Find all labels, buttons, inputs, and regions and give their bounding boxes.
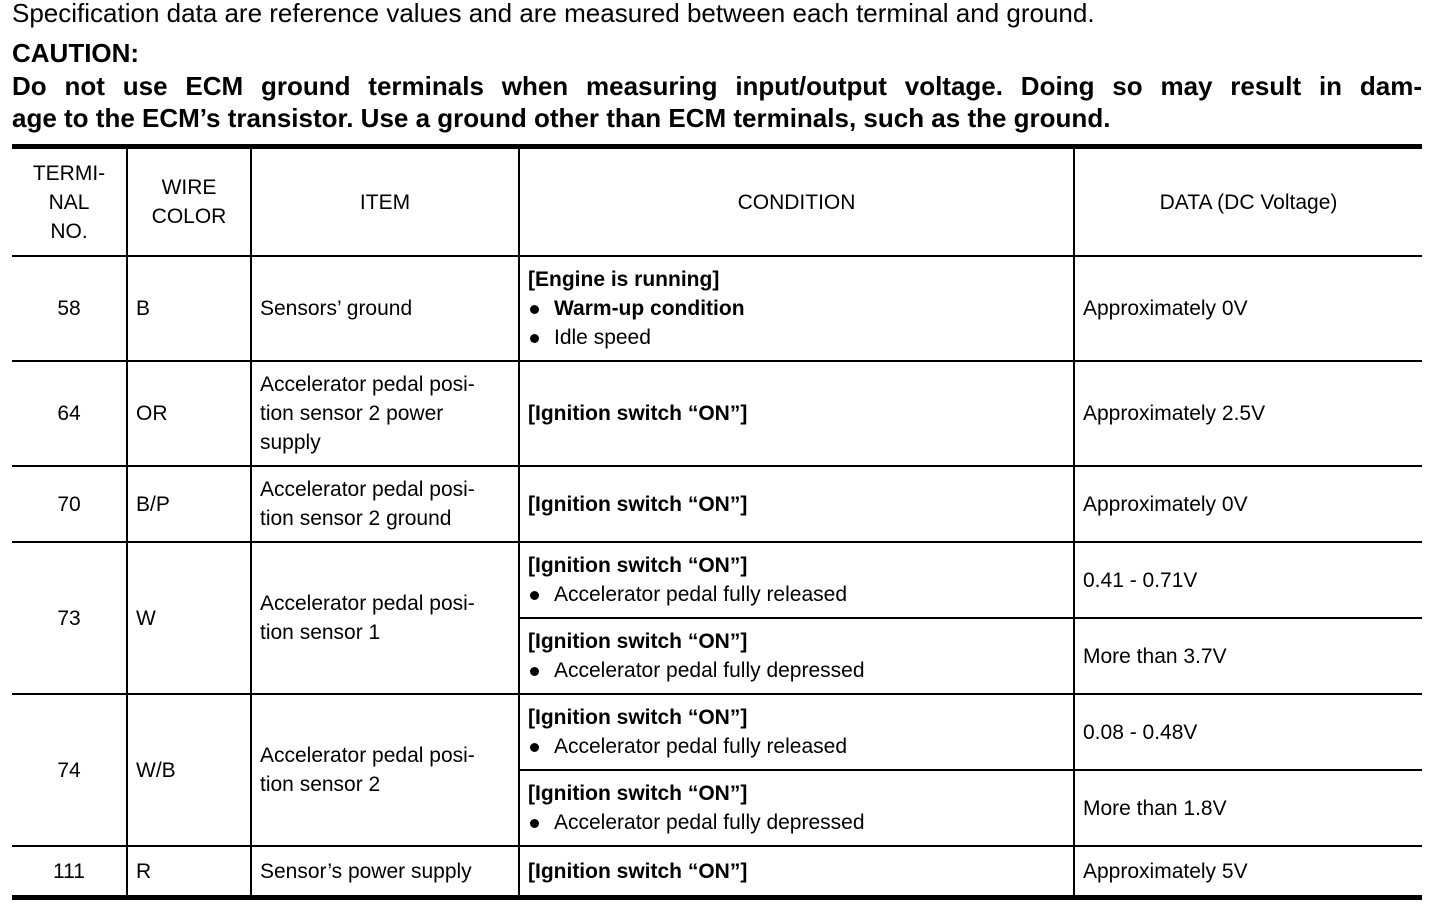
item xyxy=(251,542,519,694)
header-terminal-no xyxy=(12,147,127,257)
data-value: Approximately 5V xyxy=(1074,846,1422,898)
intro-text: Specification data are reference values and are measured between each terminal and ground. xyxy=(12,0,1095,28)
header-item: ITEM xyxy=(251,147,519,257)
caution-line-1: Do not use ECM ground terminals when measuring input/output voltage. Doing so may result in dam- xyxy=(12,71,1422,101)
item-line: Accelerator pedal posi- xyxy=(260,744,475,767)
caution-line-2: age to the ECM’s transistor. Use a ground other than ECM terminals, such as the ground. xyxy=(12,103,1111,133)
wire-color: R xyxy=(127,846,251,898)
table-row xyxy=(12,466,1422,542)
condition xyxy=(519,361,1074,466)
condition-bullet: Accelerator pedal fully depressed xyxy=(528,808,1065,837)
item-line: tion sensor 2 xyxy=(260,773,381,796)
condition-bullet: Accelerator pedal fully depressed xyxy=(528,656,1065,685)
data-value: Approximately 0V xyxy=(1074,256,1422,361)
wire-color: OR xyxy=(127,361,251,466)
condition xyxy=(519,618,1074,694)
item: Sensors’ ground xyxy=(251,256,519,361)
condition-title: [Ignition switch “ON”] xyxy=(528,402,748,425)
terminal-no: 111 xyxy=(12,846,127,898)
condition xyxy=(519,694,1074,770)
wire-color: B/P xyxy=(127,466,251,542)
condition-title: [Ignition switch “ON”] xyxy=(528,859,748,883)
table-header-row xyxy=(12,147,1422,257)
terminal-no: 73 xyxy=(12,542,127,694)
header-wire-line: COLOR xyxy=(151,205,227,228)
condition xyxy=(519,770,1074,846)
header-terminal-line: TERMI- xyxy=(32,161,106,185)
condition xyxy=(519,466,1074,542)
condition xyxy=(519,846,1074,898)
item xyxy=(251,694,519,846)
data-value: More than 3.7V xyxy=(1074,618,1422,694)
data-value: Approximately 0V xyxy=(1074,466,1422,542)
item-line: Accelerator pedal posi- xyxy=(260,592,475,615)
terminal-no: 58 xyxy=(12,256,127,361)
table-row xyxy=(12,542,1422,618)
condition-bullet: Idle speed xyxy=(528,323,1065,352)
condition-title: [Ignition switch “ON”] xyxy=(528,554,748,577)
header-terminal-line: NO. xyxy=(50,219,88,243)
terminal-no: 70 xyxy=(12,466,127,542)
table-row xyxy=(12,846,1422,898)
wire-color: B xyxy=(127,256,251,361)
header-terminal-line: NAL xyxy=(48,190,90,214)
condition-bullet: Accelerator pedal fully released xyxy=(528,580,1065,609)
terminal-spec-table xyxy=(12,144,1422,900)
data-value: Approximately 2.5V xyxy=(1074,361,1422,466)
item: Sensor’s power supply xyxy=(251,846,519,898)
condition xyxy=(519,256,1074,361)
item-line: supply xyxy=(260,431,321,454)
condition-title: [Ignition switch “ON”] xyxy=(528,630,748,653)
condition-title: [Ignition switch “ON”] xyxy=(528,782,748,805)
table-row xyxy=(12,361,1422,466)
caution-text xyxy=(12,70,1422,134)
data-value: More than 1.8V xyxy=(1074,770,1422,846)
condition-title: [Engine is running] xyxy=(528,268,720,291)
wire-color: W/B xyxy=(127,694,251,846)
terminal-no: 74 xyxy=(12,694,127,846)
item-line: tion sensor 2 ground xyxy=(260,507,452,530)
caution-title: CAUTION: xyxy=(12,38,140,68)
data-value: 0.08 - 0.48V xyxy=(1074,694,1422,770)
item-line: tion sensor 1 xyxy=(260,621,381,644)
condition-title: [Ignition switch “ON”] xyxy=(528,706,748,729)
item xyxy=(251,466,519,542)
item-line: Accelerator pedal posi- xyxy=(260,373,475,396)
item-line: tion sensor 2 power xyxy=(260,402,444,425)
table-row xyxy=(12,256,1422,361)
condition-bullet: Accelerator pedal fully released xyxy=(528,732,1065,761)
condition-bullet: Warm-up condition xyxy=(528,294,1065,323)
condition xyxy=(519,542,1074,618)
condition-title: [Ignition switch “ON”] xyxy=(528,492,748,516)
wire-color: W xyxy=(127,542,251,694)
item xyxy=(251,361,519,466)
terminal-no: 64 xyxy=(12,361,127,466)
data-value: 0.41 - 0.71V xyxy=(1074,542,1422,618)
header-wire-color xyxy=(127,147,251,257)
header-data: DATA (DC Voltage) xyxy=(1074,147,1422,257)
table-row xyxy=(12,694,1422,770)
header-condition: CONDITION xyxy=(519,147,1074,257)
header-wire-line: WIRE xyxy=(161,176,217,199)
item-line: Accelerator pedal posi- xyxy=(260,478,475,501)
